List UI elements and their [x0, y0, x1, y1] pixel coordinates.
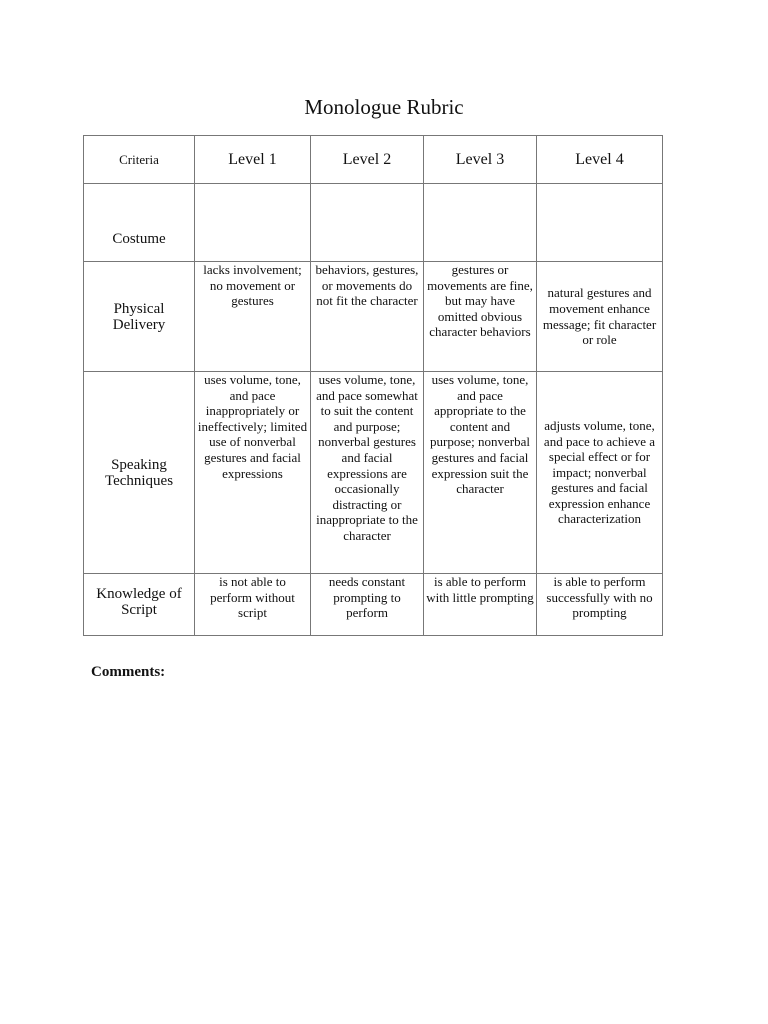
criterion-physical-delivery: Physical Delivery	[84, 262, 195, 372]
comments-label: Comments:	[91, 664, 166, 680]
criterion-knowledge-of-script: Knowledge of Script	[84, 574, 195, 636]
document-title: Monologue Rubric	[304, 95, 464, 119]
rubric-cell: is able to perform with little prompting	[424, 574, 537, 636]
rubric-cell: gestures or movements are fine, but may have omitted obvious character behaviors	[424, 262, 537, 372]
level-3-header: Level 3	[424, 136, 537, 184]
criterion-costume: Costume	[84, 184, 195, 262]
level-4-header: Level 4	[537, 136, 663, 184]
table-row	[84, 372, 663, 574]
table-row	[84, 574, 663, 636]
rubric-cell: natural gestures and movement enhance message; fit character or role	[537, 262, 663, 372]
rubric-cell: is not able to perform without script	[195, 574, 311, 636]
rubric-cell	[537, 184, 663, 262]
table-row	[84, 184, 663, 262]
rubric-cell: uses volume, tone, and pace somewhat to suit the content and purpose; nonverbal gestures and facial expressions are occasionally distracting or inappropriate to the character	[311, 372, 424, 574]
rubric-cell	[424, 184, 537, 262]
rubric-cell: adjusts volume, tone, and pace to achieve a special effect or for impact; nonverbal gestures and facial expression enhance characterization	[537, 372, 663, 574]
rubric-cell: uses volume, tone, and pace inappropriately or ineffectively; limited use of nonverbal gestures and facial expressions	[195, 372, 311, 574]
criterion-speaking-techniques: Speaking Techniques	[84, 372, 195, 574]
rubric-cell: behaviors, gestures, or movements do not fit the character	[311, 262, 424, 372]
table-header-row	[84, 136, 663, 184]
rubric-cell	[195, 184, 311, 262]
rubric-cell: uses volume, tone, and pace appropriate to the content and purpose; nonverbal gestures and facial expression suit the character	[424, 372, 537, 574]
level-2-header: Level 2	[311, 136, 424, 184]
rubric-table	[83, 135, 663, 636]
rubric-cell	[311, 184, 424, 262]
table-row	[84, 262, 663, 372]
criteria-header: Criteria	[84, 136, 195, 184]
level-1-header: Level 1	[195, 136, 311, 184]
rubric-cell: needs constant prompting to perform	[311, 574, 424, 636]
rubric-cell: lacks involvement; no movement or gestures	[195, 262, 311, 372]
rubric-cell: is able to perform successfully with no prompting	[537, 574, 663, 636]
